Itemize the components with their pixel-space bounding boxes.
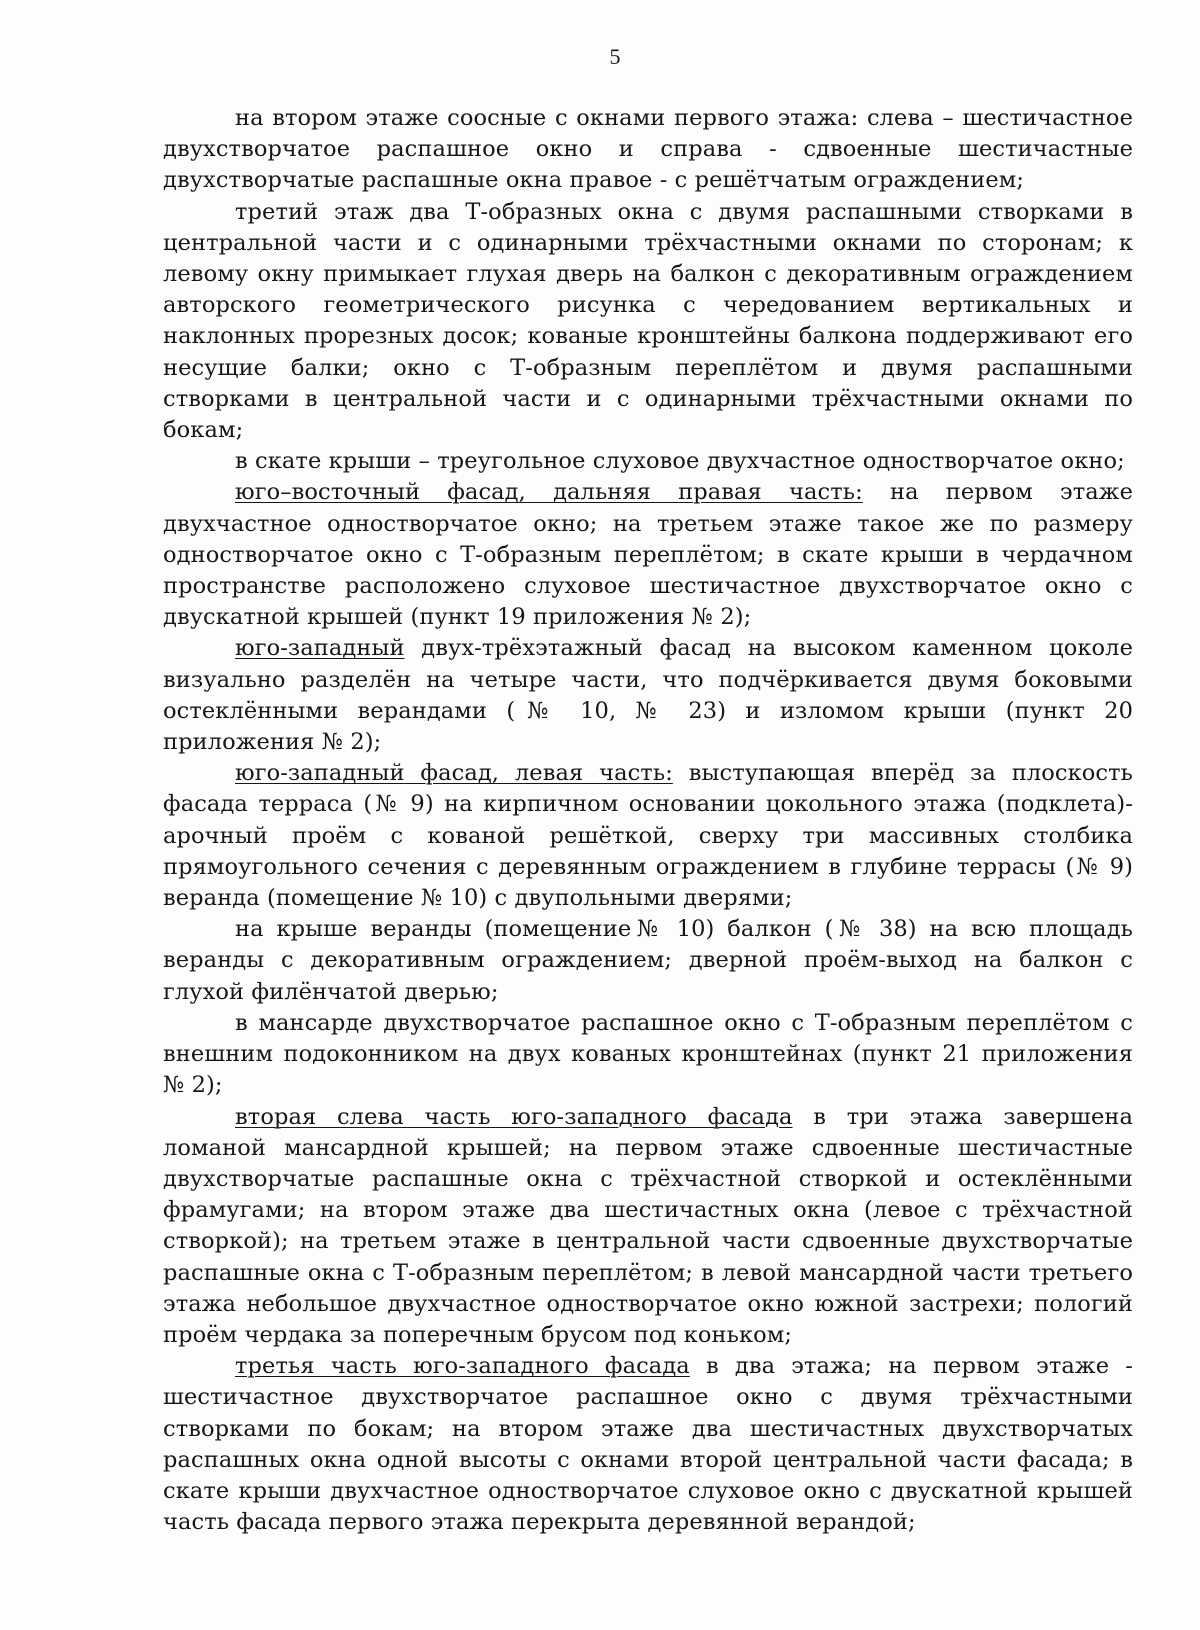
- paragraph: [163, 1102, 1133, 1352]
- paragraph-text: третий этаж два Т-образных окна с двумя распашными створками в центральной части и с одинарными трёхчастными окнами по сторонам; к левому окну примыкает глухая дверь на балкон с декоративным ограждением авторского геометрического рисунка с чередованием вертикальных и наклонных прорезных досок; кованые кронштейны балкона поддерживают его несущие балки; окно с Т-образным переплётом и двумя распашными створками в центральной части и с одинарными трёхчастными окнами по бокам;: [163, 198, 1133, 444]
- paragraph: [163, 1008, 1133, 1102]
- paragraph-text: в мансарде двухстворчатое распашное окно с Т-образным переплётом с внешним подоконником на двух кованых кронштейнах (пункт 21 приложения № 2);: [163, 1009, 1133, 1099]
- underlined-heading: юго–восточный фасад, дальняя правая часть:: [235, 479, 863, 506]
- paragraph-text: на крыше веранды (помещение№ 10) балкон (№ 38) на всю площадь веранды с декоративным ограждением; дверной проём-выход на балкон с глухой филёнчатой дверью;: [163, 916, 1133, 1005]
- paragraph: [163, 446, 1133, 477]
- underlined-heading: юго-западный фасад, левая часть:: [235, 760, 673, 787]
- underlined-heading: вторая слева часть юго-западного фасада: [235, 1103, 793, 1130]
- paragraph-text: в три этажа завершена ломаной мансардной крышей; на первом этаже сдвоенные шестичастные двухстворчатые распашные окна с трёхчастной створкой и остеклёнными фрамугами; на втором этаже два шестичастных окна (левое с трёхчастной створкой); на третьем этаже в центральной части сдвоенные двухстворчатые распашные окна с Т-образным переплётом; в левой мансардной части третьего этажа небольшое двухчастное одностворчатое окно южной застрехи; пологий проём чердака за поперечным брусом под коньком;: [163, 1103, 1133, 1348]
- paragraph: [163, 633, 1133, 758]
- paragraph-text: двух-трёхэтажный фасад на высоком каменном цоколе визуально разделён на четыре части, что подчёркивается двумя боковыми остеклёнными верандами (№ 10, № 23) и изломом крыши (пункт 20 приложения № 2);: [163, 635, 1133, 756]
- underlined-heading: юго-западный: [235, 635, 405, 662]
- paragraph: [163, 1351, 1133, 1538]
- paragraph-text: выступающая вперёд за плоскость фасада терраса (№ 9) на кирпичном основании цокольного этажа (подклета)- арочный проём с кованой решёткой, сверху три массивных столбика прямоугольного сечения с деревянным ограждением в глубине террасы (№ 9) веранда (помещение № 10) с двупольными дверями;: [163, 760, 1133, 912]
- paragraph-text: в скате крыши – треугольное слуховое двухчастное одностворчатое окно;: [235, 448, 1125, 475]
- paragraph-text: на втором этаже соосные с окнами первого этажа: слева – шестичастное двухстворчатое распашное окно и справа - сдвоенные шестичастные двухстворчатые распашные окна правое - с решётчатым ограждением;: [163, 105, 1133, 194]
- underlined-heading: третья часть юго-западного фасада: [235, 1353, 690, 1380]
- paragraph: [163, 914, 1133, 1008]
- document-body: [163, 103, 1133, 1538]
- paragraph-text: в два этажа; на первом этаже - шестичастное двухстворчатое распашное окно с двумя трёхчастными створками по бокам; на втором этаже два шестичастных двухстворчатых распашных окна одной высоты с окнами второй центральной части фасада; в скате крыши двухчастное одностворчатое слуховое окно с двускатной крышей часть фасада первого этажа перекрыта деревянной верандой;: [163, 1353, 1133, 1536]
- page-number: 5: [609, 44, 621, 69]
- paragraph: [163, 477, 1133, 633]
- paragraph: [163, 103, 1133, 197]
- paragraph: [163, 197, 1133, 447]
- paragraph-text: на первом этаже двухчастное одностворчатое окно; на третьем этаже такое же по размеру одностворчатое окно с Т-образным переплётом; в скате крыши в чердачном пространстве расположено слуховое шестичастное двухстворчатое окно с двускатной крышей (пункт 19 приложения № 2);: [163, 479, 1133, 631]
- paragraph: [163, 758, 1133, 914]
